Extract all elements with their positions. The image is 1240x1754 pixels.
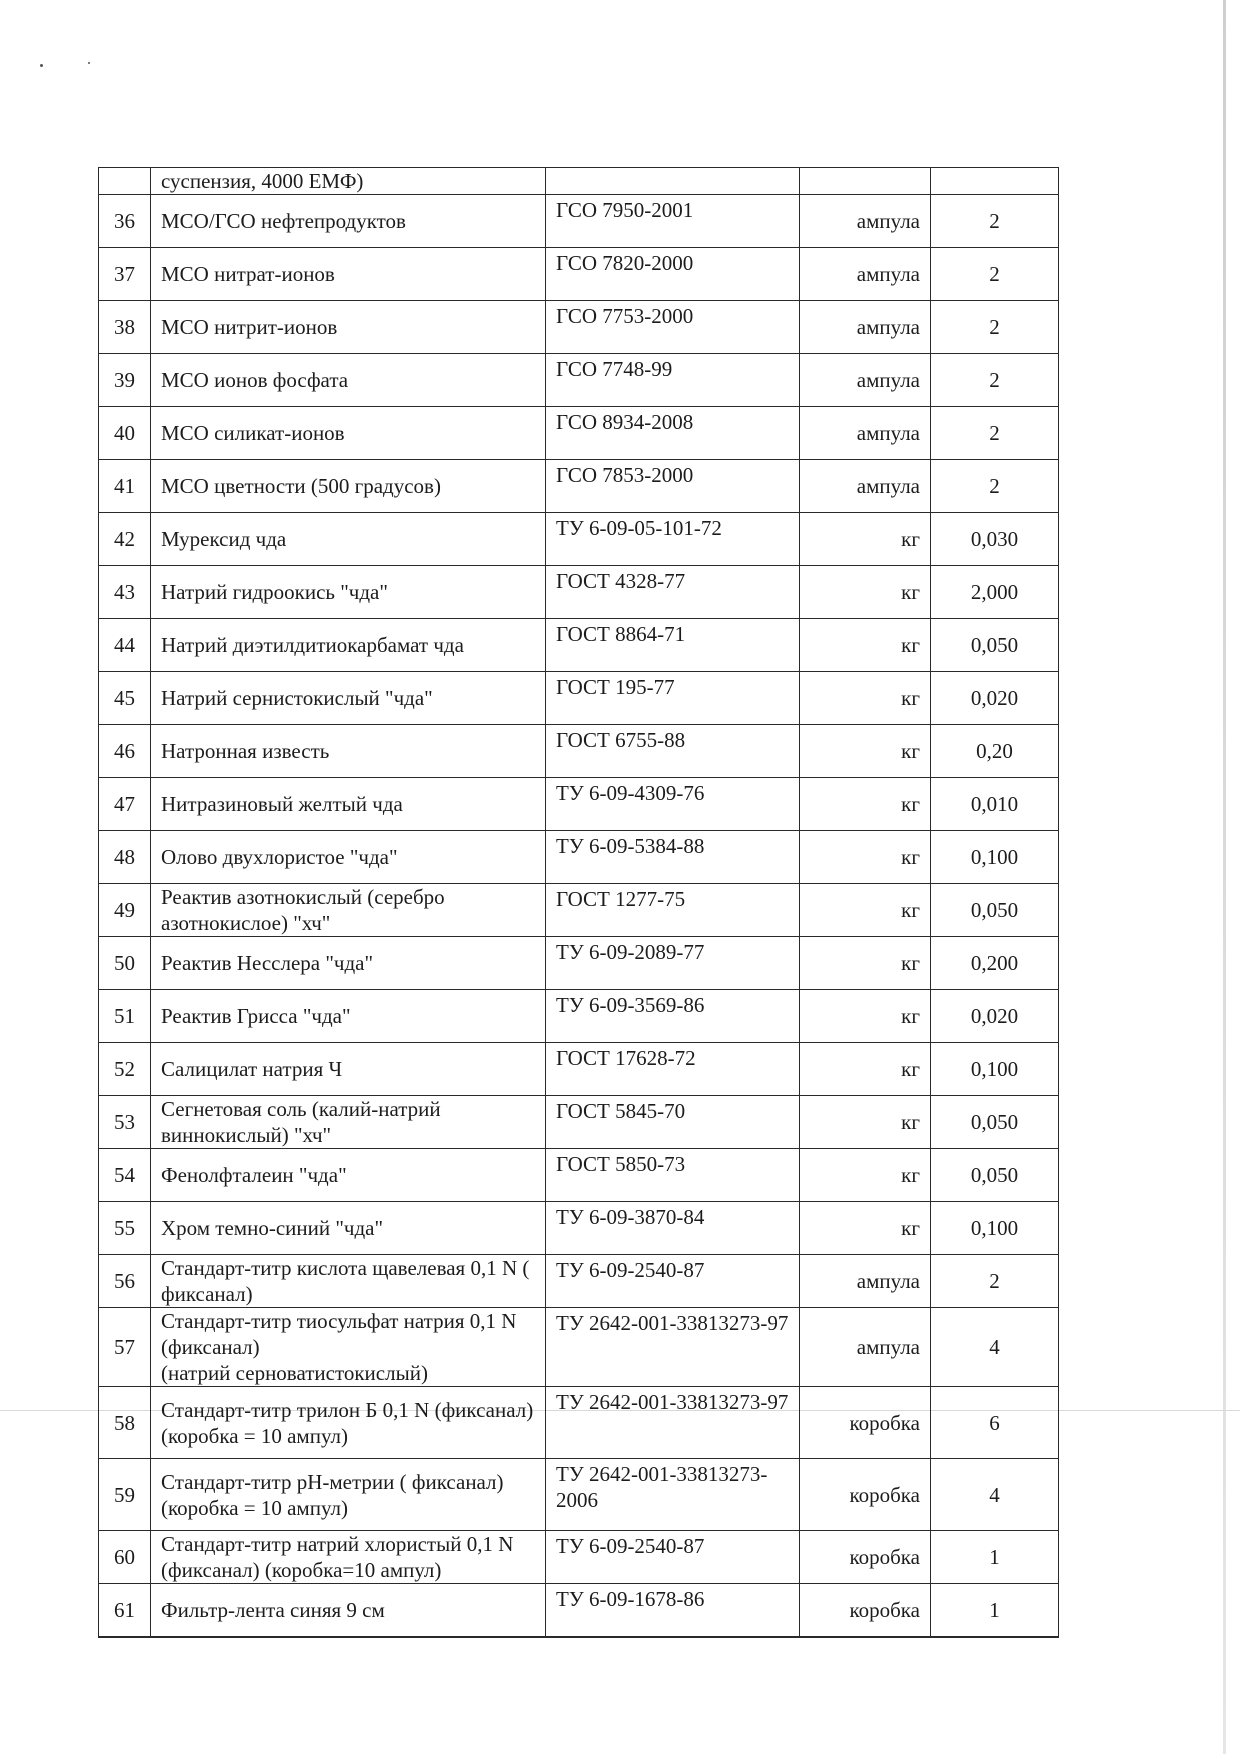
table-row bbox=[99, 407, 1059, 460]
scan-speck bbox=[88, 62, 90, 64]
item-standard: ГСО 7753-2000 bbox=[546, 301, 800, 354]
item-name: Реактив азотнокислый (серебро азотнокислое) "хч" bbox=[151, 884, 546, 937]
row-number: 55 bbox=[99, 1202, 151, 1255]
row-number: 52 bbox=[99, 1043, 151, 1096]
table-row bbox=[99, 990, 1059, 1043]
row-number: 49 bbox=[99, 884, 151, 937]
item-standard: ГОСТ 17628-72 bbox=[546, 1043, 800, 1096]
item-quantity: 2 bbox=[931, 407, 1059, 460]
table-row bbox=[99, 301, 1059, 354]
item-standard: ТУ 6-09-2089-77 bbox=[546, 937, 800, 990]
item-unit: коробка bbox=[800, 1459, 931, 1531]
item-standard: ГОСТ 1277-75 bbox=[546, 884, 800, 937]
item-unit: кг bbox=[800, 672, 931, 725]
item-name: Салицилат натрия Ч bbox=[151, 1043, 546, 1096]
row-number: 45 bbox=[99, 672, 151, 725]
item-standard: ТУ 6-09-3569-86 bbox=[546, 990, 800, 1043]
item-quantity: 0,050 bbox=[931, 1096, 1059, 1149]
item-unit: коробка bbox=[800, 1584, 931, 1637]
reagents-table bbox=[98, 167, 1059, 1638]
item-name: Натрий сернистокислый "чда" bbox=[151, 672, 546, 725]
row-number: 42 bbox=[99, 513, 151, 566]
item-quantity: 2 bbox=[931, 354, 1059, 407]
item-unit: ампула bbox=[800, 460, 931, 513]
item-name: Нитразиновый желтый чда bbox=[151, 778, 546, 831]
table-row bbox=[99, 831, 1059, 884]
row-number: 53 bbox=[99, 1096, 151, 1149]
item-standard: ГОСТ 5845-70 bbox=[546, 1096, 800, 1149]
item-standard: ГСО 7950-2001 bbox=[546, 195, 800, 248]
item-unit bbox=[800, 168, 931, 195]
item-quantity: 0,100 bbox=[931, 1202, 1059, 1255]
item-quantity: 0,100 bbox=[931, 1043, 1059, 1096]
item-name: Натронная известь bbox=[151, 725, 546, 778]
row-number: 48 bbox=[99, 831, 151, 884]
item-unit: коробка bbox=[800, 1531, 931, 1584]
item-quantity: 0,020 bbox=[931, 990, 1059, 1043]
table-row bbox=[99, 1149, 1059, 1202]
item-standard: ГОСТ 8864-71 bbox=[546, 619, 800, 672]
table-row bbox=[99, 884, 1059, 937]
item-name: Стандарт-титр натрий хлористый 0,1 N (фиксанал) (коробка=10 ампул) bbox=[151, 1531, 546, 1584]
item-name: Мурексид чда bbox=[151, 513, 546, 566]
row-number: 50 bbox=[99, 937, 151, 990]
item-unit: ампула bbox=[800, 407, 931, 460]
item-standard: ТУ 6-09-5384-88 bbox=[546, 831, 800, 884]
item-quantity: 0,200 bbox=[931, 937, 1059, 990]
item-unit: кг bbox=[800, 884, 931, 937]
item-standard: ГСО 7748-99 bbox=[546, 354, 800, 407]
item-quantity: 2 bbox=[931, 1255, 1059, 1308]
item-name: Натрий гидроокись "чда" bbox=[151, 566, 546, 619]
item-quantity: 2 bbox=[931, 460, 1059, 513]
item-standard: ГСО 7820-2000 bbox=[546, 248, 800, 301]
item-name: Хром темно-синий "чда" bbox=[151, 1202, 546, 1255]
item-quantity: 0,050 bbox=[931, 1149, 1059, 1202]
item-standard: ТУ 6-09-4309-76 bbox=[546, 778, 800, 831]
item-quantity: 2 bbox=[931, 248, 1059, 301]
item-standard: ТУ 2642-001-33813273-97 bbox=[546, 1387, 800, 1459]
item-name: Стандарт-титр pH-метрии ( фиксанал) (коробка = 10 ампул) bbox=[151, 1459, 546, 1531]
row-number: 39 bbox=[99, 354, 151, 407]
item-standard: ГСО 7853-2000 bbox=[546, 460, 800, 513]
item-name: Реактив Несслера "чда" bbox=[151, 937, 546, 990]
item-name: МСО ионов фосфата bbox=[151, 354, 546, 407]
row-number: 54 bbox=[99, 1149, 151, 1202]
item-quantity: 0,050 bbox=[931, 619, 1059, 672]
item-standard: ТУ 6-09-2540-87 bbox=[546, 1255, 800, 1308]
table-row bbox=[99, 1308, 1059, 1387]
item-name: Олово двухлористое "чда" bbox=[151, 831, 546, 884]
item-standard: ГОСТ 4328-77 bbox=[546, 566, 800, 619]
item-name: МСО нитрит-ионов bbox=[151, 301, 546, 354]
item-unit: кг bbox=[800, 778, 931, 831]
table-row bbox=[99, 168, 1059, 195]
item-unit: кг bbox=[800, 1202, 931, 1255]
item-unit: кг bbox=[800, 725, 931, 778]
item-unit: ампула bbox=[800, 1308, 931, 1387]
item-name: суспензия, 4000 ЕМФ) bbox=[151, 168, 546, 195]
row-number: 46 bbox=[99, 725, 151, 778]
row-number: 61 bbox=[99, 1584, 151, 1637]
item-unit: кг bbox=[800, 831, 931, 884]
item-quantity: 2,000 bbox=[931, 566, 1059, 619]
item-name: Фильтр-лента синяя 9 см bbox=[151, 1584, 546, 1637]
item-unit: кг bbox=[800, 990, 931, 1043]
table-row bbox=[99, 195, 1059, 248]
item-unit: коробка bbox=[800, 1387, 931, 1459]
row-number: 43 bbox=[99, 566, 151, 619]
item-quantity: 0,030 bbox=[931, 513, 1059, 566]
table-row bbox=[99, 354, 1059, 407]
item-unit: кг bbox=[800, 1043, 931, 1096]
row-number: 56 bbox=[99, 1255, 151, 1308]
page-edge bbox=[1223, 0, 1226, 1754]
item-quantity bbox=[931, 168, 1059, 195]
item-quantity: 0,020 bbox=[931, 672, 1059, 725]
item-name: Стандарт-титр трилон Б 0,1 N (фиксанал) (коробка = 10 ампул) bbox=[151, 1387, 546, 1459]
table-row bbox=[99, 778, 1059, 831]
table-row bbox=[99, 513, 1059, 566]
item-quantity: 4 bbox=[931, 1308, 1059, 1387]
item-name: Натрий диэтилдитиокарбамат чда bbox=[151, 619, 546, 672]
table-row bbox=[99, 619, 1059, 672]
table-row bbox=[99, 460, 1059, 513]
item-unit: кг bbox=[800, 513, 931, 566]
item-unit: ампула bbox=[800, 354, 931, 407]
table-row bbox=[99, 1043, 1059, 1096]
row-number: 59 bbox=[99, 1459, 151, 1531]
item-quantity: 0,010 bbox=[931, 778, 1059, 831]
item-name: МСО цветности (500 градусов) bbox=[151, 460, 546, 513]
item-quantity: 1 bbox=[931, 1531, 1059, 1584]
item-standard: ТУ 6-09-05-101-72 bbox=[546, 513, 800, 566]
row-number: 40 bbox=[99, 407, 151, 460]
item-standard: ТУ 2642-001-33813273-97 bbox=[546, 1308, 800, 1387]
item-name: Фенолфталеин "чда" bbox=[151, 1149, 546, 1202]
row-number: 51 bbox=[99, 990, 151, 1043]
table-row bbox=[99, 937, 1059, 990]
item-quantity: 1 bbox=[931, 1584, 1059, 1637]
item-standard bbox=[546, 168, 800, 195]
item-standard: ТУ 6-09-2540-87 bbox=[546, 1531, 800, 1584]
table-row bbox=[99, 248, 1059, 301]
item-quantity: 2 bbox=[931, 195, 1059, 248]
item-quantity: 4 bbox=[931, 1459, 1059, 1531]
item-name: Сегнетовая соль (калий-натрий виннокислый) "хч" bbox=[151, 1096, 546, 1149]
item-unit: ампула bbox=[800, 195, 931, 248]
table-row bbox=[99, 1459, 1059, 1531]
table-row bbox=[99, 1255, 1059, 1308]
table-row bbox=[99, 1584, 1059, 1637]
item-standard: ГОСТ 5850-73 bbox=[546, 1149, 800, 1202]
row-number: 58 bbox=[99, 1387, 151, 1459]
row-number: 60 bbox=[99, 1531, 151, 1584]
item-standard: ТУ 6-09-1678-86 bbox=[546, 1584, 800, 1637]
table-row bbox=[99, 1387, 1059, 1459]
scan-speck bbox=[40, 64, 43, 67]
item-standard: ТУ 2642-001-33813273-2006 bbox=[546, 1459, 800, 1531]
table-row bbox=[99, 1096, 1059, 1149]
item-name: Стандарт-титр тиосульфат натрия 0,1 N (фиксанал) (натрий серноватистокислый) bbox=[151, 1308, 546, 1387]
item-unit: кг bbox=[800, 619, 931, 672]
reagents-table-body bbox=[99, 168, 1059, 1637]
item-unit: ампула bbox=[800, 301, 931, 354]
item-name: Реактив Грисса "чда" bbox=[151, 990, 546, 1043]
row-number: 44 bbox=[99, 619, 151, 672]
item-standard: ТУ 6-09-3870-84 bbox=[546, 1202, 800, 1255]
item-quantity: 2 bbox=[931, 301, 1059, 354]
item-name: Стандарт-титр кислота щавелевая 0,1 N ( фиксанал) bbox=[151, 1255, 546, 1308]
row-number: 37 bbox=[99, 248, 151, 301]
table-row bbox=[99, 566, 1059, 619]
item-unit: кг bbox=[800, 566, 931, 619]
table-row bbox=[99, 725, 1059, 778]
item-unit: ампула bbox=[800, 248, 931, 301]
item-standard: ГОСТ 6755-88 bbox=[546, 725, 800, 778]
table-row bbox=[99, 1202, 1059, 1255]
item-unit: ампула bbox=[800, 1255, 931, 1308]
row-number bbox=[99, 168, 151, 195]
row-number: 47 bbox=[99, 778, 151, 831]
item-name: МСО силикат-ионов bbox=[151, 407, 546, 460]
item-quantity: 6 bbox=[931, 1387, 1059, 1459]
item-quantity: 0,050 bbox=[931, 884, 1059, 937]
item-quantity: 0,100 bbox=[931, 831, 1059, 884]
row-number: 38 bbox=[99, 301, 151, 354]
table-row bbox=[99, 1531, 1059, 1584]
item-standard: ГОСТ 195-77 bbox=[546, 672, 800, 725]
table-row bbox=[99, 672, 1059, 725]
item-unit: кг bbox=[800, 1096, 931, 1149]
item-standard: ГСО 8934-2008 bbox=[546, 407, 800, 460]
row-number: 36 bbox=[99, 195, 151, 248]
row-number: 41 bbox=[99, 460, 151, 513]
item-name: МСО нитрат-ионов bbox=[151, 248, 546, 301]
row-number: 57 bbox=[99, 1308, 151, 1387]
item-quantity: 0,20 bbox=[931, 725, 1059, 778]
item-unit: кг bbox=[800, 937, 931, 990]
item-name: МСО/ГСО нефтепродуктов bbox=[151, 195, 546, 248]
item-unit: кг bbox=[800, 1149, 931, 1202]
